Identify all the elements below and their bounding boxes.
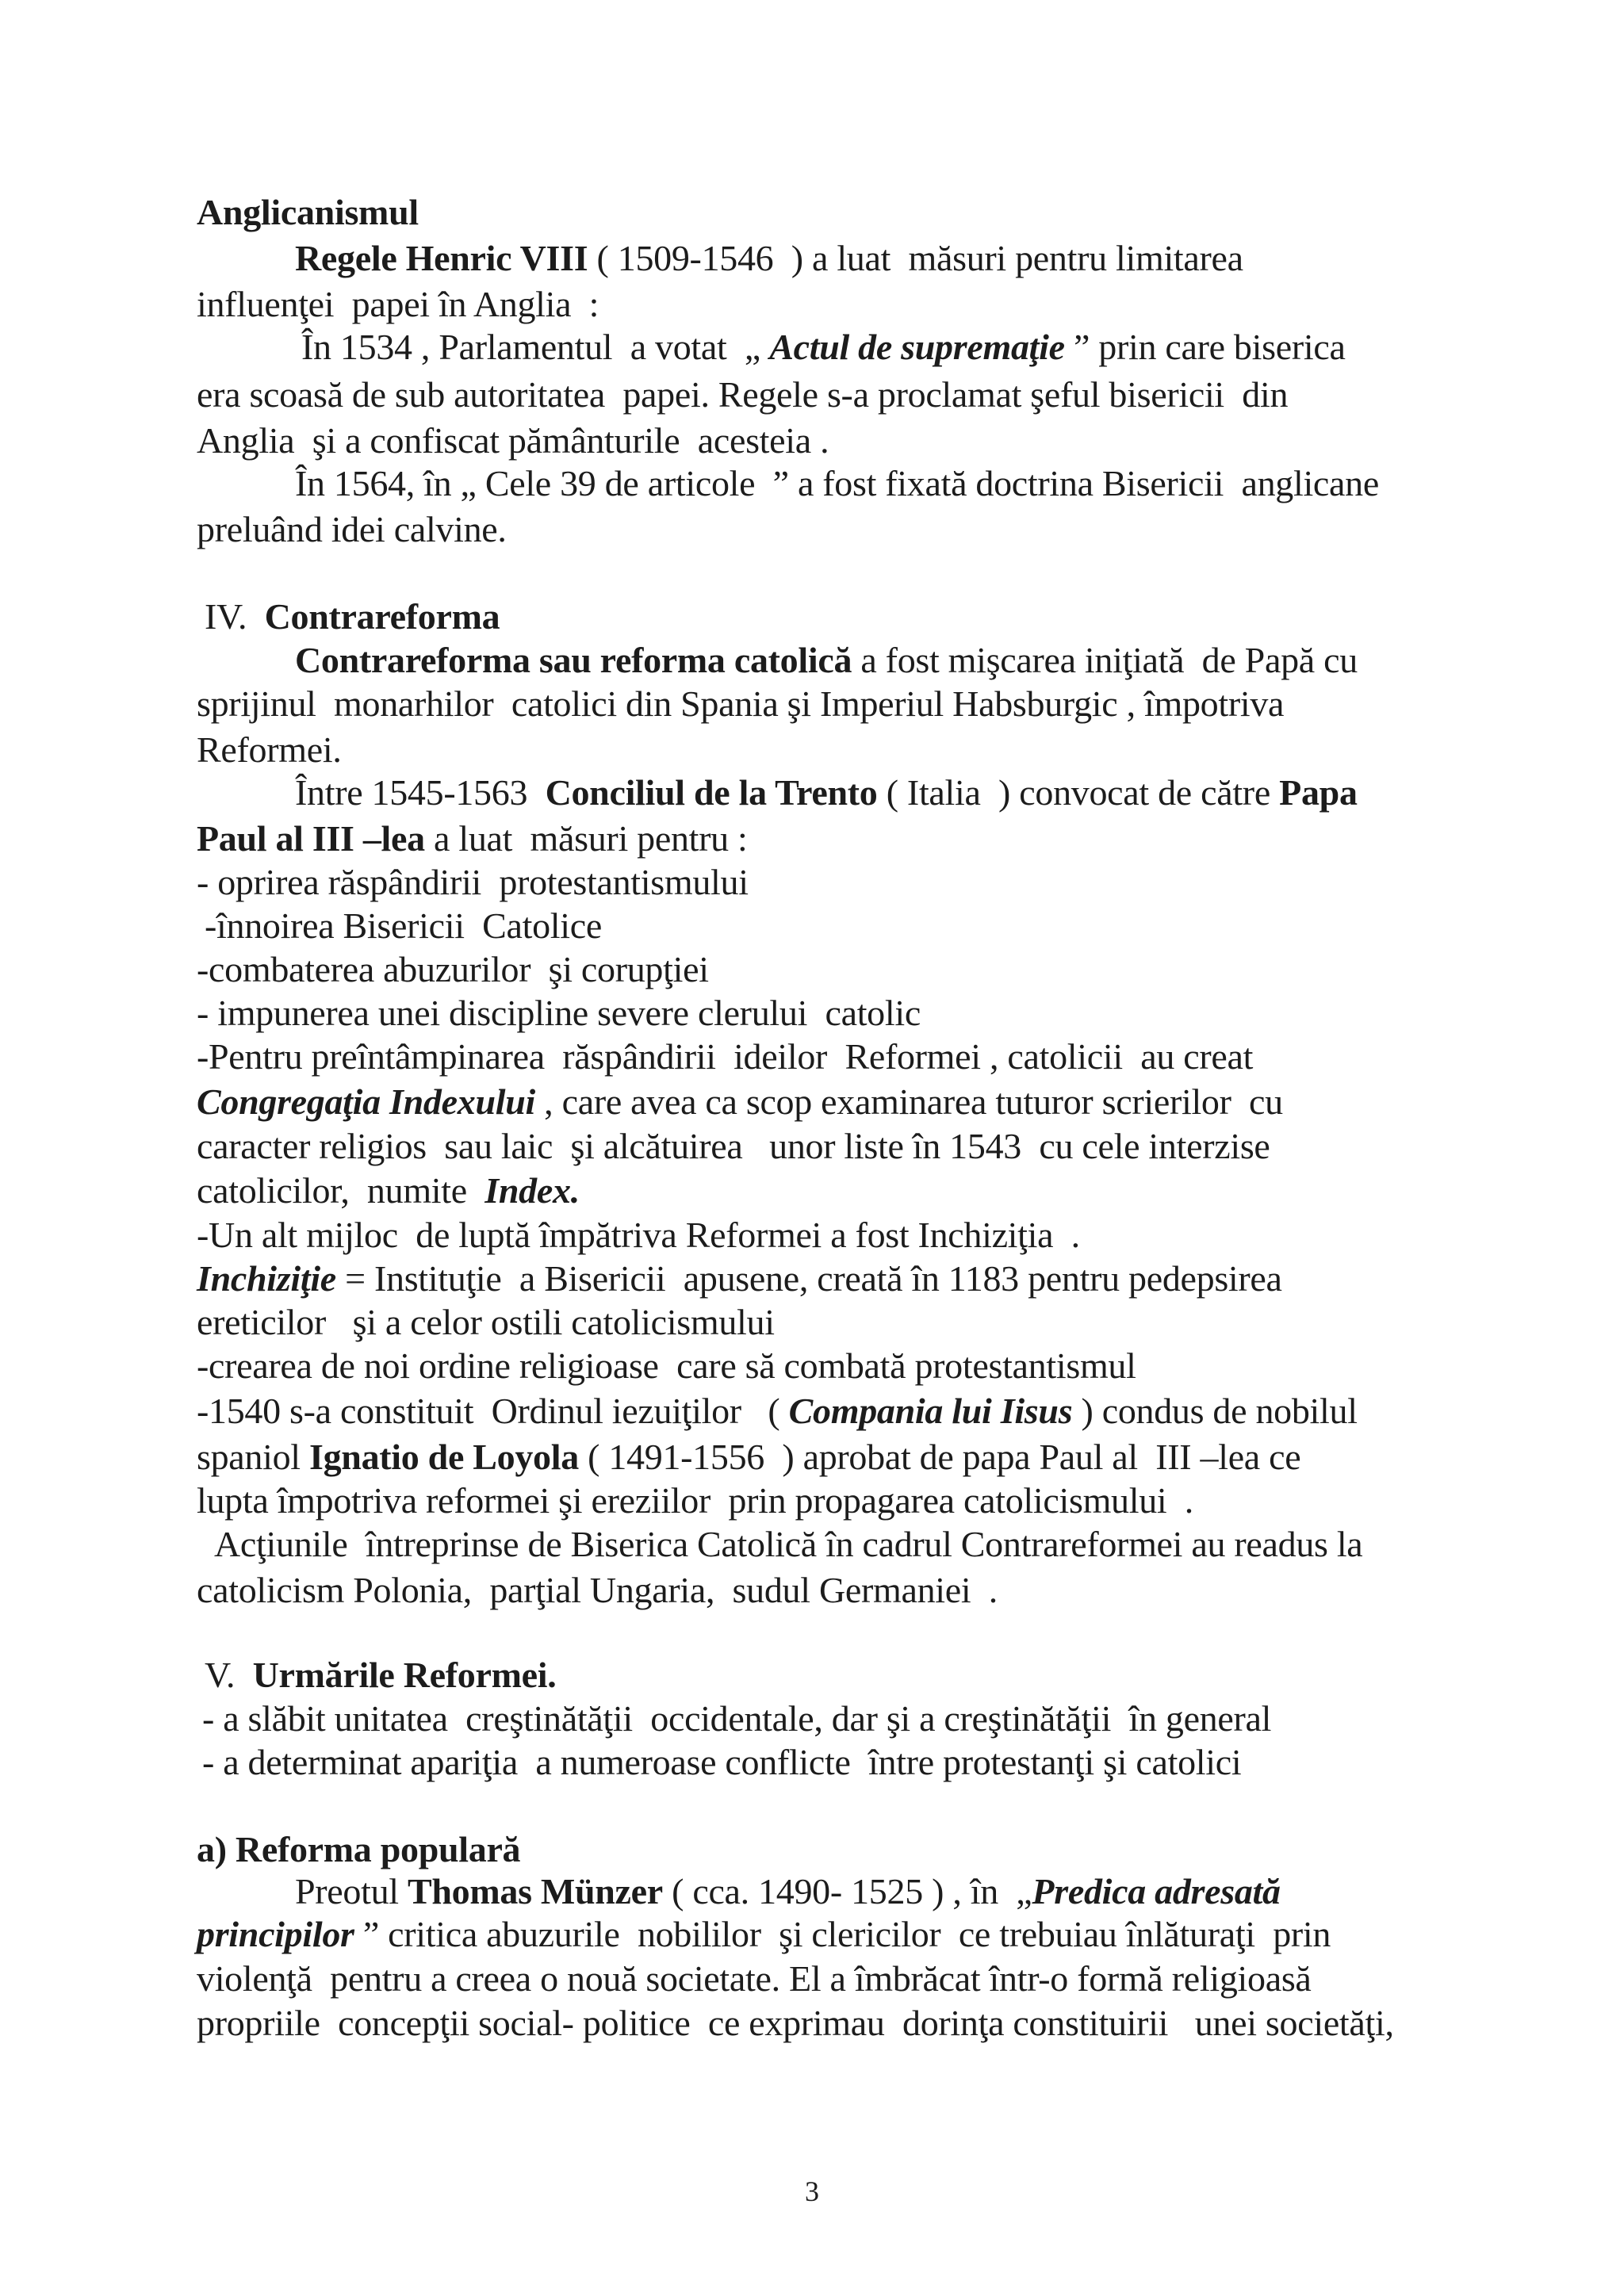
- text-segment: - a slăbit unitatea creştinătăţii occidentale, dar şi a creştinătăţii în general: [202, 1698, 1272, 1739]
- text-line: [197, 860, 749, 905]
- text-segment: - oprirea răspândirii protestantismului: [197, 862, 749, 902]
- text-segment: Actul de supremaţie: [769, 327, 1065, 367]
- text-segment: Acţiunile întreprinse de Biserica Catolică în cadrul Contrareformei au readus la: [214, 1524, 1363, 1564]
- text-segment: -combaterea abuzurilor şi corupţiei: [197, 949, 709, 989]
- text-segment: Contrareforma sau reforma catolică: [295, 640, 852, 680]
- text-segment: -înnoirea Bisericii Catolice: [205, 905, 602, 946]
- text-segment: - impunerea unei discipline severe clerului catolic: [197, 993, 921, 1033]
- text-segment: Anglia şi a confiscat pământurile acesteia .: [197, 420, 829, 461]
- text-line: [197, 1124, 1270, 1169]
- text-segment: Compania lui Iisus: [788, 1391, 1073, 1431]
- text-segment: principilor: [197, 1914, 354, 1954]
- text-segment: ( 1509-1546 ) a luat măsuri pentru limitarea: [588, 238, 1243, 278]
- text-line: [197, 1213, 1080, 1257]
- text-segment: ( Italia ) convocat de către: [877, 772, 1280, 813]
- text-segment: Predica adresată: [1032, 1871, 1281, 1911]
- text-segment: -1540 s-a constituit Ordinul iezuiţilor (: [197, 1391, 789, 1431]
- text-segment: preluând idei calvine.: [197, 509, 507, 549]
- text-segment: Paul al III –lea: [197, 818, 425, 859]
- text-line: [197, 991, 921, 1035]
- text-segment: ” prin care biserica: [1064, 327, 1346, 367]
- text-segment: Congregaţia Indexului: [197, 1081, 535, 1122]
- text-segment: IV.: [205, 596, 265, 637]
- text-segment: , care avea ca scop examinarea tuturor scrierilor cu: [534, 1081, 1283, 1122]
- text-line: [295, 771, 1358, 815]
- text-segment: caracter religios sau laic şi alcătuirea unor liste în 1543 cu cele interzise: [197, 1126, 1270, 1166]
- text-line: [197, 1389, 1358, 1433]
- text-line: [197, 1957, 1312, 2001]
- text-segment: sprijinul monarhilor catolici din Spania şi Imperiul Habsburgic , împotriva: [197, 683, 1285, 724]
- text-line: [197, 1257, 1282, 1301]
- text-segment: -Pentru preîntâmpinarea răspândirii ideilor Reformei , catolicii au creat: [197, 1036, 1254, 1077]
- text-line: [197, 1169, 580, 1213]
- text-segment: - a determinat apariţia a numeroase conflicte între protestanţi şi catolici: [202, 1742, 1242, 1782]
- text-segment: catolicilor, numite: [197, 1170, 485, 1211]
- text-segment: Papa: [1279, 772, 1358, 813]
- text-segment: ( 1491-1556 ) aprobat de papa Paul al III –lea ce: [578, 1437, 1301, 1477]
- text-line: [214, 1522, 1362, 1567]
- text-segment: -crearea de noi ordine religioase care să combată protestantismul: [197, 1345, 1136, 1386]
- text-line: [202, 1740, 1241, 1785]
- text-line: [197, 682, 1284, 726]
- text-line: [295, 638, 1358, 683]
- text-line: [197, 507, 507, 552]
- text-segment: era scoasă de sub autoritatea papei. Regele s-a proclamat şeful bisericii din: [197, 374, 1289, 415]
- text-line: [295, 461, 1379, 506]
- text-segment: violenţă pentru a creea o nouă societate. El a îmbrăcat într-o formă religioasă: [197, 1958, 1312, 1999]
- text-segment: propriile concepţii social- politice ce exprimau dorinţa constituirii unei societăţi,: [197, 2003, 1394, 2043]
- text-segment: Contrareforma: [264, 596, 500, 637]
- text-segment: Inchiziţie: [197, 1258, 336, 1299]
- text-line: [197, 1568, 998, 1613]
- text-segment: a luat măsuri pentru :: [424, 818, 748, 859]
- text-segment: ” critica abuzurile nobililor şi clericilor ce trebuiau înlăturaţi prin: [354, 1914, 1331, 1954]
- text-line: [197, 1035, 1253, 1079]
- text-segment: Regele Henric VIII: [295, 238, 588, 278]
- text-segment: Reformei.: [197, 729, 342, 770]
- text-segment: ) condus de nobilul: [1072, 1391, 1358, 1431]
- text-line: [197, 373, 1288, 417]
- text-segment: Index.: [485, 1170, 580, 1211]
- text-line: [197, 282, 599, 327]
- text-line: [197, 1344, 1136, 1388]
- text-line: [197, 419, 829, 463]
- text-line: [205, 904, 602, 948]
- text-segment: a fost mişcarea iniţiată de Papă cu: [852, 640, 1358, 680]
- text-segment: = Instituţie a Bisericii apusene, creată în 1183 pentru pedepsirea: [335, 1258, 1282, 1299]
- text-segment: Ignatio de Loyola: [308, 1437, 579, 1477]
- text-segment: catolicism Polonia, parţial Ungaria, sudul Germaniei .: [197, 1570, 998, 1610]
- text-line: [202, 1697, 1271, 1741]
- text-line: [197, 2001, 1394, 2045]
- text-segment: spaniol: [197, 1437, 309, 1477]
- text-segment: În 1534 , Parlamentul a votat „: [301, 327, 770, 367]
- page-number: 3: [805, 2175, 819, 2207]
- text-line: [301, 325, 1346, 369]
- text-line: [197, 1080, 1283, 1124]
- text-line: [197, 1435, 1300, 1479]
- text-segment: a) Reforma populară: [197, 1829, 521, 1869]
- text-line: [197, 728, 342, 772]
- text-line: [197, 947, 709, 992]
- text-segment: Conciliul de la Trento: [545, 772, 878, 813]
- text-line: [295, 1869, 1281, 1914]
- text-line: [197, 190, 419, 235]
- text-line: [197, 1827, 520, 1872]
- text-segment: În 1564, în „ Cele 39 de articole ” a fost fixată doctrina Bisericii anglicane: [295, 463, 1379, 503]
- text-line: [205, 1653, 556, 1697]
- text-segment: influenţei papei în Anglia :: [197, 284, 599, 324]
- text-segment: Urmările Reformei.: [252, 1655, 557, 1695]
- text-segment: Thomas Münzer: [407, 1871, 663, 1911]
- text-line: [197, 1300, 775, 1345]
- text-line: [197, 817, 748, 861]
- text-line: [197, 1479, 1193, 1523]
- text-segment: ereticilor şi a celor ostili catolicismului: [197, 1302, 775, 1342]
- text-segment: Anglicanismul: [197, 192, 419, 232]
- text-line: [197, 1912, 1331, 1957]
- text-segment: ( cca. 1490- 1525 ) , în „: [662, 1871, 1032, 1911]
- text-line: [295, 236, 1243, 281]
- text-segment: lupta împotriva reformei şi ereziilor prin propagarea catolicismului .: [197, 1480, 1194, 1521]
- text-segment: -Un alt mijloc de luptă împătriva Reformei a fost Inchiziţia .: [197, 1215, 1080, 1255]
- text-segment: Între 1545-1563: [295, 772, 546, 813]
- text-segment: Preotul: [295, 1871, 408, 1911]
- text-line: [205, 595, 500, 639]
- text-segment: V.: [205, 1655, 253, 1695]
